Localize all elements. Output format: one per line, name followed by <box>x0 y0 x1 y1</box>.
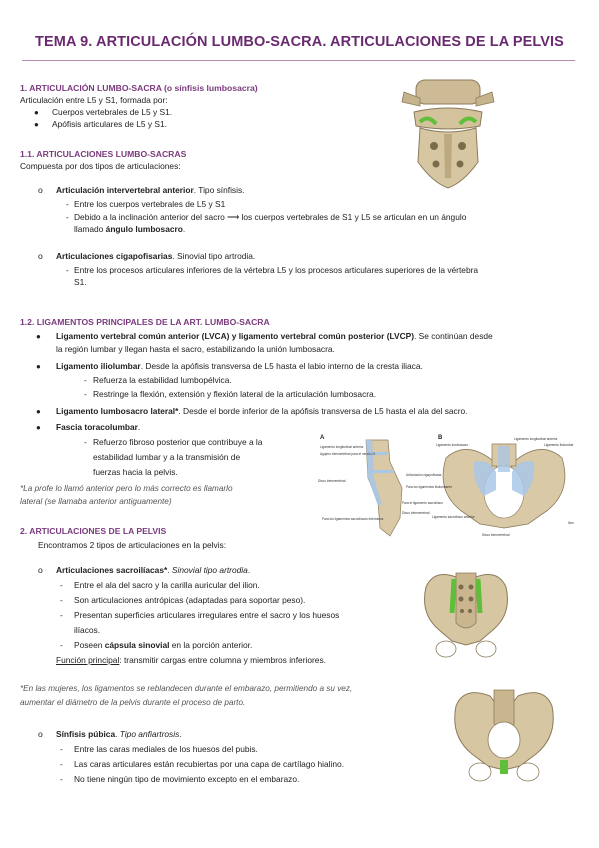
bullet-icon: ● <box>36 407 41 416</box>
dash-icon: - <box>60 610 63 620</box>
label: Ligamento lumbosacro <box>436 443 469 447</box>
section-2-heading: 2. ARTICULACIONES DE LA PELVIS <box>20 526 167 536</box>
footnote: aumentar el diámetro de la pelvis durante el proceso de parto. <box>20 698 246 707</box>
section-2-intro: Encontramos 2 tipos de articulaciones en la pelvis: <box>38 540 227 550</box>
list-item: Son articulaciones antrópicas (adaptadas para soportar peso). <box>74 595 306 605</box>
label: Para el ligamento sacroilíaco <box>402 501 443 505</box>
section-1-1-intro: Compuesta por dos tipos de articulaciones: <box>20 161 181 171</box>
list-item: Refuerzo fibroso posterior que contribuye a la <box>93 437 263 447</box>
list-item: Articulaciones sacroilíacas*. Sinovial tipo artrodia. <box>56 565 251 575</box>
label: Ligamento sacroilíaco anterior <box>432 515 475 519</box>
dash-icon: - <box>84 375 87 385</box>
list-item: Poseen cápsula sinovial en la porción anterior. <box>74 640 253 650</box>
label: Disco intervertebral <box>402 511 430 515</box>
list-item: Entre las caras mediales de los huesos del pubis. <box>74 744 258 754</box>
bullet-icon: ● <box>36 423 41 432</box>
circle-bullet-icon: o <box>38 251 43 261</box>
list-item: S1. <box>74 277 87 287</box>
section-1-intro: Articulación entre L5 y S1, formada por: <box>20 95 168 105</box>
footnote: lateral (se llamaba anterior antiguamente) <box>20 497 172 506</box>
list-item: Ligamento iliolumbar. Desde la apófisis transversa de L5 hasta el labio interno de la cresta iliaca. <box>56 361 423 371</box>
list-item: Las caras articulares están recubiertas por una capa de cartílago hialino. <box>74 759 345 769</box>
list-item: Presentan superficies articulares irregulares entre el sacro y los huesos <box>74 610 340 620</box>
circle-bullet-icon: o <box>38 565 43 575</box>
list-item: Entre los procesos articulares inferiores de la vértebra L5 y los procesos articulares superiores de la vértebra <box>74 265 479 275</box>
list-item: Restringe la flexión, extensión y flexión lateral de la articulación lumbosacra. <box>93 389 377 399</box>
label: Disco intervertebral <box>482 533 510 537</box>
label: Ligamento longitudinal anterior <box>514 437 558 441</box>
label: Para los ligamentos iliolumbares <box>406 485 452 489</box>
lumbosacral-spine-image <box>398 78 498 190</box>
list-item: llamado ángulo lumbosacro. <box>74 224 186 234</box>
list-item: la región lumbar y llegan hasta el sacro, estabilizando la unión lumbosacra. <box>56 344 335 354</box>
figure-label-a: A <box>320 435 325 441</box>
list-item: Articulaciones cigapofisarias. Sinovial tipo artrodia. <box>56 251 256 261</box>
label: Ilion <box>568 521 574 525</box>
circle-bullet-icon: o <box>38 185 43 195</box>
list-item: Refuerza la estabilidad lumbopélvica. <box>93 375 232 385</box>
list-item: Apófisis articulares de L5 y S1. <box>52 119 167 129</box>
sacroiliac-joint-image <box>416 567 516 667</box>
dash-icon: - <box>60 759 63 769</box>
label: Ligamento longitudinal anterior <box>320 445 364 449</box>
footnote: *En las mujeres, los ligamentos se reblandecen durante el embarazo, permitiendo a su vez, <box>20 684 353 693</box>
section-1-1-heading: 1.1. ARTICULACIONES LUMBO-SACRAS <box>20 149 187 159</box>
list-item: Sínfisis púbica. Tipo anfiartrosis. <box>56 729 182 739</box>
pubic-symphysis-image <box>448 684 560 788</box>
list-item: fuerzas hacia la pelvis. <box>93 467 178 477</box>
bullet-icon: ● <box>36 332 41 341</box>
title-rule <box>22 60 575 61</box>
list-item: Ligamento vertebral común anterior (LVCA) y ligamento vertebral común posterior (LVCP). Se continúan desde <box>56 331 493 341</box>
bullet-icon: ● <box>34 120 39 129</box>
dash-icon: - <box>66 265 69 275</box>
list-item: estabilidad lumbar y a la transmisión de <box>93 452 241 462</box>
dash-icon: - <box>66 212 69 222</box>
dash-icon: - <box>60 744 63 754</box>
ligaments-figure <box>316 432 588 544</box>
dash-icon: - <box>60 580 63 590</box>
list-item: Cuerpos vertebrales de L5 y S1. <box>52 107 173 117</box>
list-item: Ligamento lumbosacro lateral*. Desde el borde inferior de la apófisis transversa de L5 hasta el ala del sacro. <box>56 406 468 416</box>
figure-label-b: B <box>438 435 443 441</box>
dash-icon: - <box>60 774 63 784</box>
dash-icon: - <box>60 640 63 650</box>
dash-icon: - <box>84 389 87 399</box>
label: Agujero intervertebral para el nervio L5 <box>320 452 376 456</box>
label: Disco intervertebral <box>318 479 346 483</box>
dash-icon: - <box>84 437 87 447</box>
list-item: Articulación intervertebral anterior. Tipo sínfisis. <box>56 185 245 195</box>
circle-bullet-icon: o <box>38 729 43 739</box>
label: Ligamento iliolumbar <box>544 443 574 447</box>
list-item: Debido a la inclinación anterior del sacro ⟶ los cuerpos vertebrales de S1 y L5 se articulan en un ángulo <box>74 212 467 222</box>
list-item: Entre los cuerpos vertebrales de L5 y S1 <box>74 199 226 209</box>
bullet-icon: ● <box>34 108 39 117</box>
list-item: Fascia toracolumbar. <box>56 422 141 432</box>
page-title: TEMA 9. ARTICULACIÓN LUMBO-SACRA. ARTICULACIONES DE LA PELVIS <box>35 34 564 50</box>
list-item: ilíacos. <box>74 625 101 635</box>
dash-icon: - <box>66 199 69 209</box>
section-1-2-heading: 1.2. LIGAMENTOS PRINCIPALES DE LA ART. LUMBO-SACRA <box>20 317 270 327</box>
list-item: Entre el ala del sacro y la carilla auricular del ilion. <box>74 580 260 590</box>
function-note: Función principal: transmitir cargas entre columna y miembros inferiores. <box>56 655 326 665</box>
label: Articulación cigapofisaria <box>406 473 442 477</box>
bullet-icon: ● <box>36 362 41 371</box>
dash-icon: - <box>60 595 63 605</box>
section-1-heading: 1. ARTICULACIÓN LUMBO-SACRA (o sínfisis lumbosacra) <box>20 83 258 93</box>
label: Para los ligamentos sacroilíacos interóseos <box>322 517 384 521</box>
list-item: No tiene ningún tipo de movimiento excepto en el embarazo. <box>74 774 300 784</box>
footnote: *La profe lo llamó anterior pero lo más correcto es llamarlo <box>20 484 233 493</box>
